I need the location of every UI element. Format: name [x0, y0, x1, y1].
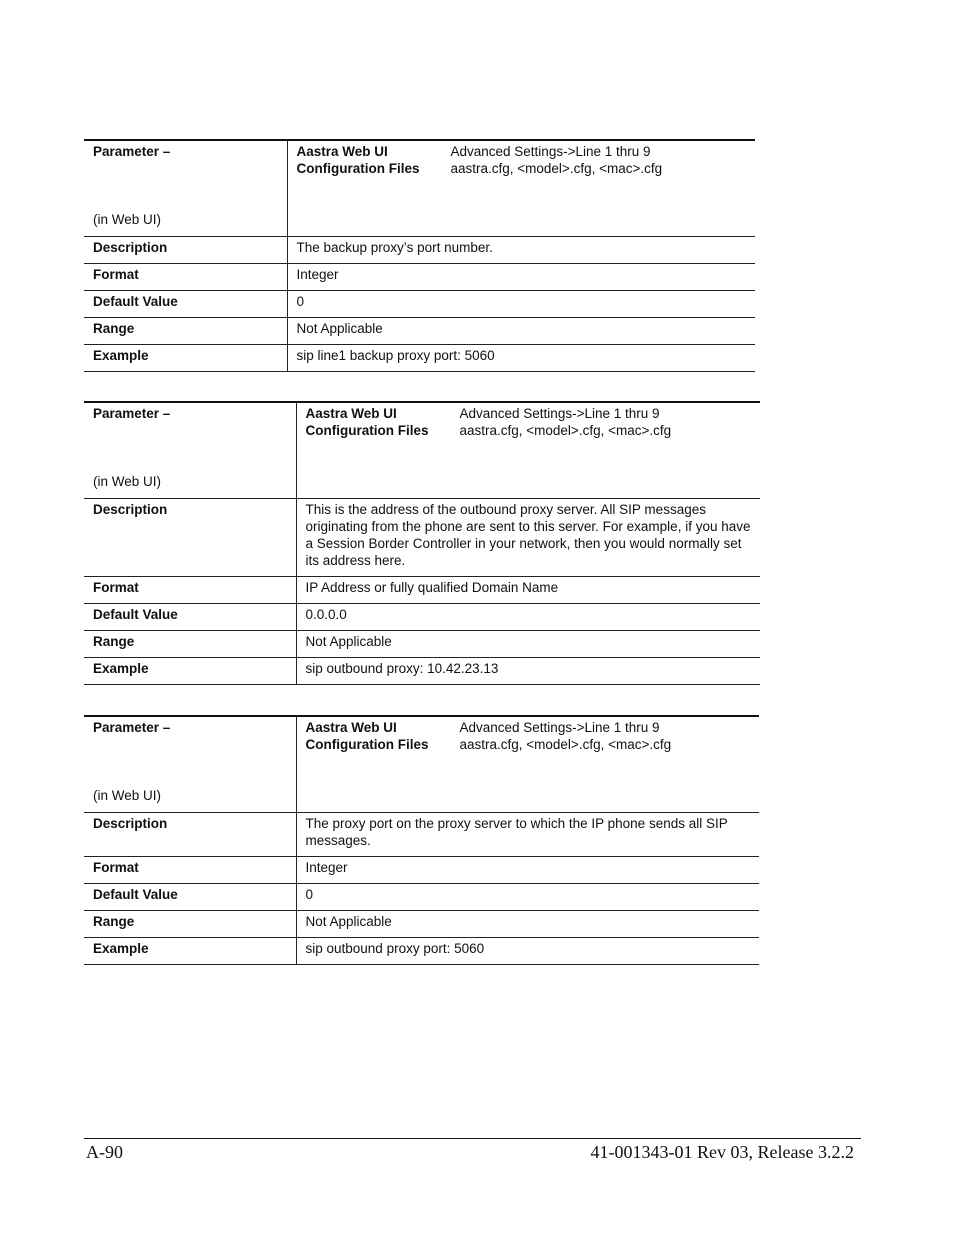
table-row — [84, 345, 755, 372]
row-label: Format — [84, 264, 287, 291]
row-value: 0.0.0.0 — [296, 604, 760, 631]
parameter-table-outbound-proxy-port — [84, 715, 759, 965]
config-files-key: Configuration Files — [296, 161, 420, 176]
page-number: A-90 — [86, 1142, 123, 1162]
web-ui-line — [306, 405, 753, 422]
web-ui-line — [297, 143, 748, 160]
row-value: The backup proxy’s port number. — [287, 237, 755, 264]
row-label: Example — [84, 938, 296, 965]
parameter-sub-label: (in Web UI) — [93, 212, 162, 227]
table-row — [84, 658, 760, 685]
web-ui-key: Aastra Web UI — [296, 144, 388, 159]
table-row — [84, 857, 759, 884]
row-value: 0 — [296, 884, 759, 911]
web-ui-key: Aastra Web UI — [305, 406, 397, 421]
row-value: This is the address of the outbound proxy server. All SIP messages originating from the phone are sent to this server. For example, if you have a Session Border Controller in your network, then you would normally set its address here. — [296, 499, 760, 577]
table-row — [84, 499, 760, 577]
config-files-line — [306, 422, 753, 439]
table-row — [84, 318, 755, 345]
table-row — [84, 237, 755, 264]
config-files-value: aastra.cfg, <model>.cfg, <mac>.cfg — [450, 161, 663, 176]
parameter-header-row — [84, 140, 755, 237]
parameter-cell — [84, 716, 296, 813]
row-label: Format — [84, 857, 296, 884]
row-value: sip line1 backup proxy port: 5060 — [287, 345, 755, 372]
parameter-table-backup-proxy-port — [84, 139, 755, 372]
row-value: 0 — [287, 291, 755, 318]
row-label: Default Value — [84, 604, 296, 631]
row-label: Range — [84, 318, 287, 345]
parameter-sub-label: (in Web UI) — [93, 474, 162, 489]
web-ui-value: Advanced Settings->Line 1 thru 9 — [459, 720, 660, 735]
parameter-label: Parameter – — [93, 720, 171, 735]
row-label: Example — [84, 658, 296, 685]
row-value: IP Address or fully qualified Domain Name — [296, 577, 760, 604]
parameter-label: Parameter – — [93, 144, 171, 159]
config-files-value: aastra.cfg, <model>.cfg, <mac>.cfg — [459, 737, 672, 752]
parameter-cell — [84, 140, 287, 237]
parameter-source-cell — [296, 402, 760, 499]
config-files-line — [297, 160, 748, 177]
table-row — [84, 911, 759, 938]
parameter-cell — [84, 402, 296, 499]
table-row — [84, 884, 759, 911]
row-value: Integer — [296, 857, 759, 884]
footer-divider — [84, 1138, 861, 1139]
table-row — [84, 264, 755, 291]
row-label: Description — [84, 813, 296, 857]
parameter-header-row — [84, 716, 759, 813]
web-ui-value: Advanced Settings->Line 1 thru 9 — [459, 406, 660, 421]
parameter-source-cell — [287, 140, 755, 237]
web-ui-value: Advanced Settings->Line 1 thru 9 — [450, 144, 651, 159]
row-value: sip outbound proxy: 10.42.23.13 — [296, 658, 760, 685]
web-ui-key: Aastra Web UI — [305, 720, 397, 735]
config-files-line — [306, 736, 752, 753]
row-value: Integer — [287, 264, 755, 291]
row-label: Default Value — [84, 884, 296, 911]
parameter-label: Parameter – — [93, 406, 171, 421]
row-label: Default Value — [84, 291, 287, 318]
table-row — [84, 631, 760, 658]
row-label: Example — [84, 345, 287, 372]
row-value: Not Applicable — [296, 631, 760, 658]
table-row — [84, 577, 760, 604]
row-value: Not Applicable — [296, 911, 759, 938]
parameter-table-outbound-proxy — [84, 401, 760, 685]
web-ui-line — [306, 719, 752, 736]
row-label: Format — [84, 577, 296, 604]
parameter-sub-label: (in Web UI) — [93, 788, 162, 803]
parameter-source-cell — [296, 716, 759, 813]
document-id: 41-001343-01 Rev 03, Release 3.2.2 — [590, 1142, 854, 1162]
row-value: Not Applicable — [287, 318, 755, 345]
config-files-key: Configuration Files — [305, 423, 429, 438]
row-label: Description — [84, 237, 287, 264]
parameter-header-row — [84, 402, 760, 499]
table-row — [84, 813, 759, 857]
config-files-value: aastra.cfg, <model>.cfg, <mac>.cfg — [459, 423, 672, 438]
row-label: Range — [84, 911, 296, 938]
table-row — [84, 291, 755, 318]
config-files-key: Configuration Files — [305, 737, 429, 752]
table-row — [84, 938, 759, 965]
row-value: sip outbound proxy port: 5060 — [296, 938, 759, 965]
row-label: Range — [84, 631, 296, 658]
table-row — [84, 604, 760, 631]
row-value: The proxy port on the proxy server to which the IP phone sends all SIP messages. — [296, 813, 759, 857]
row-label: Description — [84, 499, 296, 577]
